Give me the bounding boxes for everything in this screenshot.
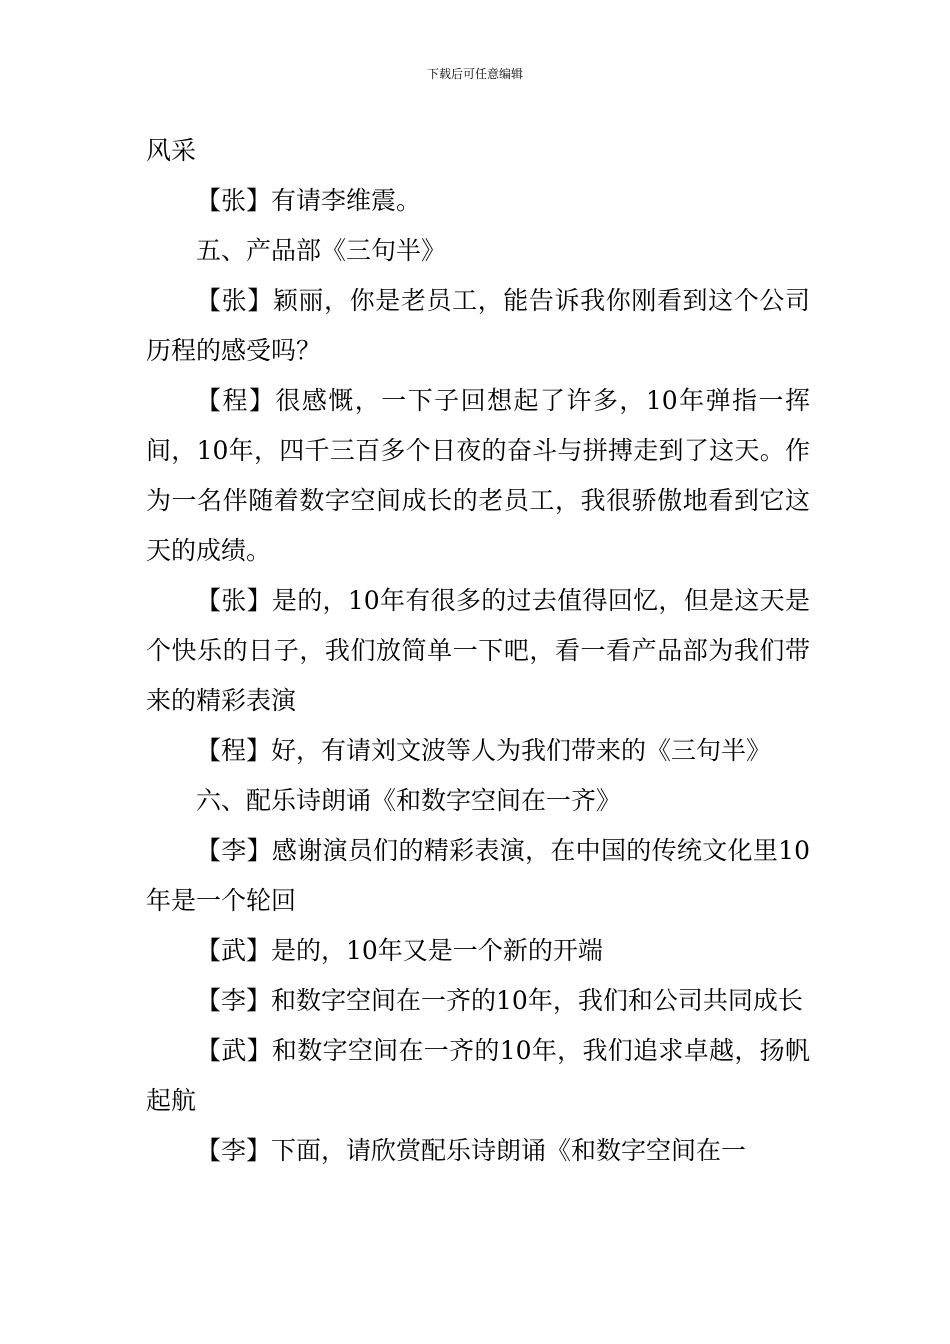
document-body [146, 126, 810, 1176]
paragraph-6: 【张】是的，10年有很多的过去值得回忆，但是这天是个快乐的日子，我们放简单一下吧，看一看产品部为我们带来的精彩表演 [146, 586, 810, 715]
paragraph-10: 【武】是的，10年又是一个新的开端 [196, 936, 603, 965]
paragraph-9: 【李】感谢演员们的精彩表演，在中国的传统文化里10年是一个轮回 [146, 836, 810, 915]
paragraph-5: 【程】很感慨，一下子回想起了许多，10年弹指一挥间，10年，四千三百多个日夜的奋斗与拼搏走到了这天。作为一名伴随着数字空间成长的老员工，我很骄傲地看到它这天的成绩。 [146, 386, 810, 565]
paragraph-1: 风采 [146, 136, 197, 165]
paragraph-4: 【张】颖丽，你是老员工，能告诉我你刚看到这个公司历程的感受吗？ [146, 286, 810, 365]
paragraph-12: 【武】和数字空间在一齐的10年，我们追求卓越，扬帆起航 [146, 1036, 810, 1115]
paragraph-11: 【李】和数字空间在一齐的10年，我们和公司共同成长 [196, 986, 803, 1015]
page-header: 下载后可任意编辑 [426, 67, 523, 81]
paragraph-7: 【程】好，有请刘文波等人为我们带来的《三句半》 [196, 736, 772, 765]
paragraph-13: 【李】下面，请欣赏配乐诗朗诵《和数字空间在一 [196, 1136, 747, 1165]
section-heading-5: 五、产品部《三句半》 [196, 236, 447, 265]
paragraph-2: 【张】有请李维震。 [196, 186, 422, 215]
section-heading-6: 六、配乐诗朗诵《和数字空间在一齐》 [196, 786, 622, 815]
